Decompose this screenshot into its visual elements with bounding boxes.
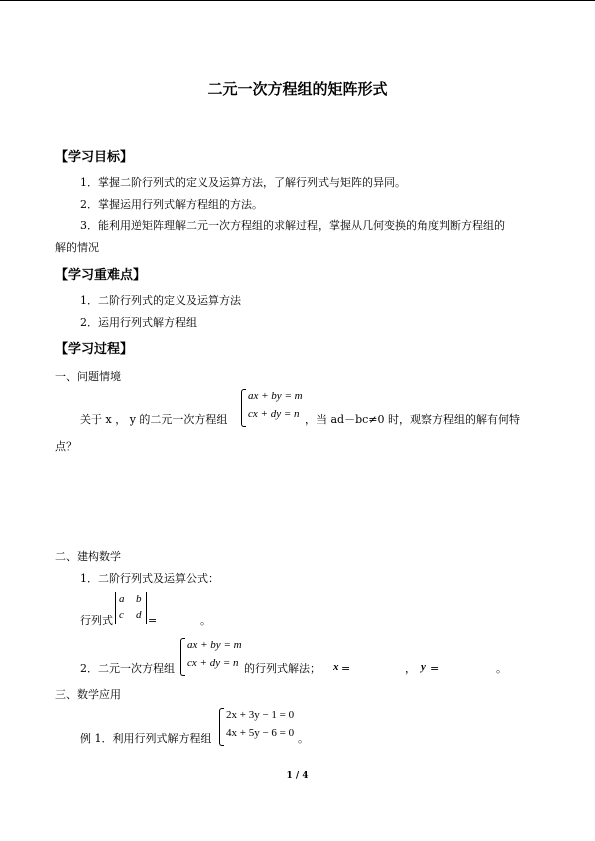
x-variable: x <box>333 661 339 673</box>
key-point-1: 1．二阶行列式的定义及运算方法 <box>80 294 241 307</box>
part2-heading: 二、建构数学 <box>55 550 121 563</box>
example-1-prefix: 例 1．利用行列式解方程组 <box>80 732 212 745</box>
comma: ， <box>405 662 416 675</box>
det-b: b <box>136 593 142 605</box>
goal-item-3-wrap: 解的情况 <box>55 241 99 254</box>
equation-1: ax + by = m <box>248 390 303 402</box>
section-heading-key-points: 【学习重难点】 <box>55 268 147 283</box>
goal-item-1: 1．掌握二阶行列式的定义及运算方法，了解行列式与矩阵的异同。 <box>80 176 406 189</box>
part2-item-2-prefix: 2．二元一次方程组 <box>80 662 175 675</box>
part2-item-2-end: 。 <box>496 662 507 675</box>
determinant-equals: = <box>148 614 158 627</box>
page-top-rule <box>0 0 595 1</box>
brace <box>241 389 246 427</box>
part2-item-2-suffix: 的行列式解法； <box>244 662 321 675</box>
equation-2: 4x + 5y − 6 = 0 <box>226 727 295 739</box>
det-d: d <box>136 609 142 621</box>
brace <box>219 708 224 746</box>
y-variable: y <box>421 661 426 673</box>
page-title: 二元一次方程组的矩阵形式 <box>207 80 388 98</box>
y-equals: = <box>430 662 440 675</box>
part3-heading: 三、数学应用 <box>55 688 121 701</box>
page-number: 1 / 4 <box>286 771 309 781</box>
det-c: c <box>119 609 124 621</box>
section-heading-goals: 【学习目标】 <box>55 150 134 165</box>
part1-question-wrap: 点？ <box>55 440 77 453</box>
det-a: a <box>119 593 125 605</box>
goal-item-2: 2．掌握运用行列式解方程组的方法。 <box>80 198 263 211</box>
part1-question-prefix: 关于 x ， y 的二元一次方程组 <box>80 413 228 426</box>
determinant-label: 行列式 <box>80 614 113 627</box>
equation-system-1 <box>241 389 301 427</box>
equation-1: 2x + 3y − 1 = 0 <box>226 709 295 721</box>
determinant-end: 。 <box>200 614 211 627</box>
equation-2: cx + dy = n <box>248 408 300 420</box>
example-1-end: 。 <box>298 732 309 745</box>
goal-item-3: 3．能利用逆矩阵理解二元一次方程组的求解过程，掌握从几何变换的角度判断方程组的 <box>80 219 505 232</box>
equation-2: cx + dy = n <box>187 657 239 669</box>
part1-question-suffix: ，当 ad－bc≠0 时，观察方程组的解有何特 <box>305 413 521 426</box>
equation-system-3 <box>219 708 299 746</box>
key-point-2: 2．运用行列式解方程组 <box>80 316 197 329</box>
part2-item-1: 1．二阶行列式及运算公式： <box>80 572 219 585</box>
brace <box>180 638 185 676</box>
part1-heading: 一、问题情境 <box>55 370 121 383</box>
section-heading-process: 【学习过程】 <box>55 342 134 357</box>
equation-1: ax + by = m <box>187 639 242 651</box>
x-equals: = <box>341 662 351 675</box>
equation-system-2 <box>180 638 240 676</box>
determinant-2x2 <box>115 592 147 624</box>
